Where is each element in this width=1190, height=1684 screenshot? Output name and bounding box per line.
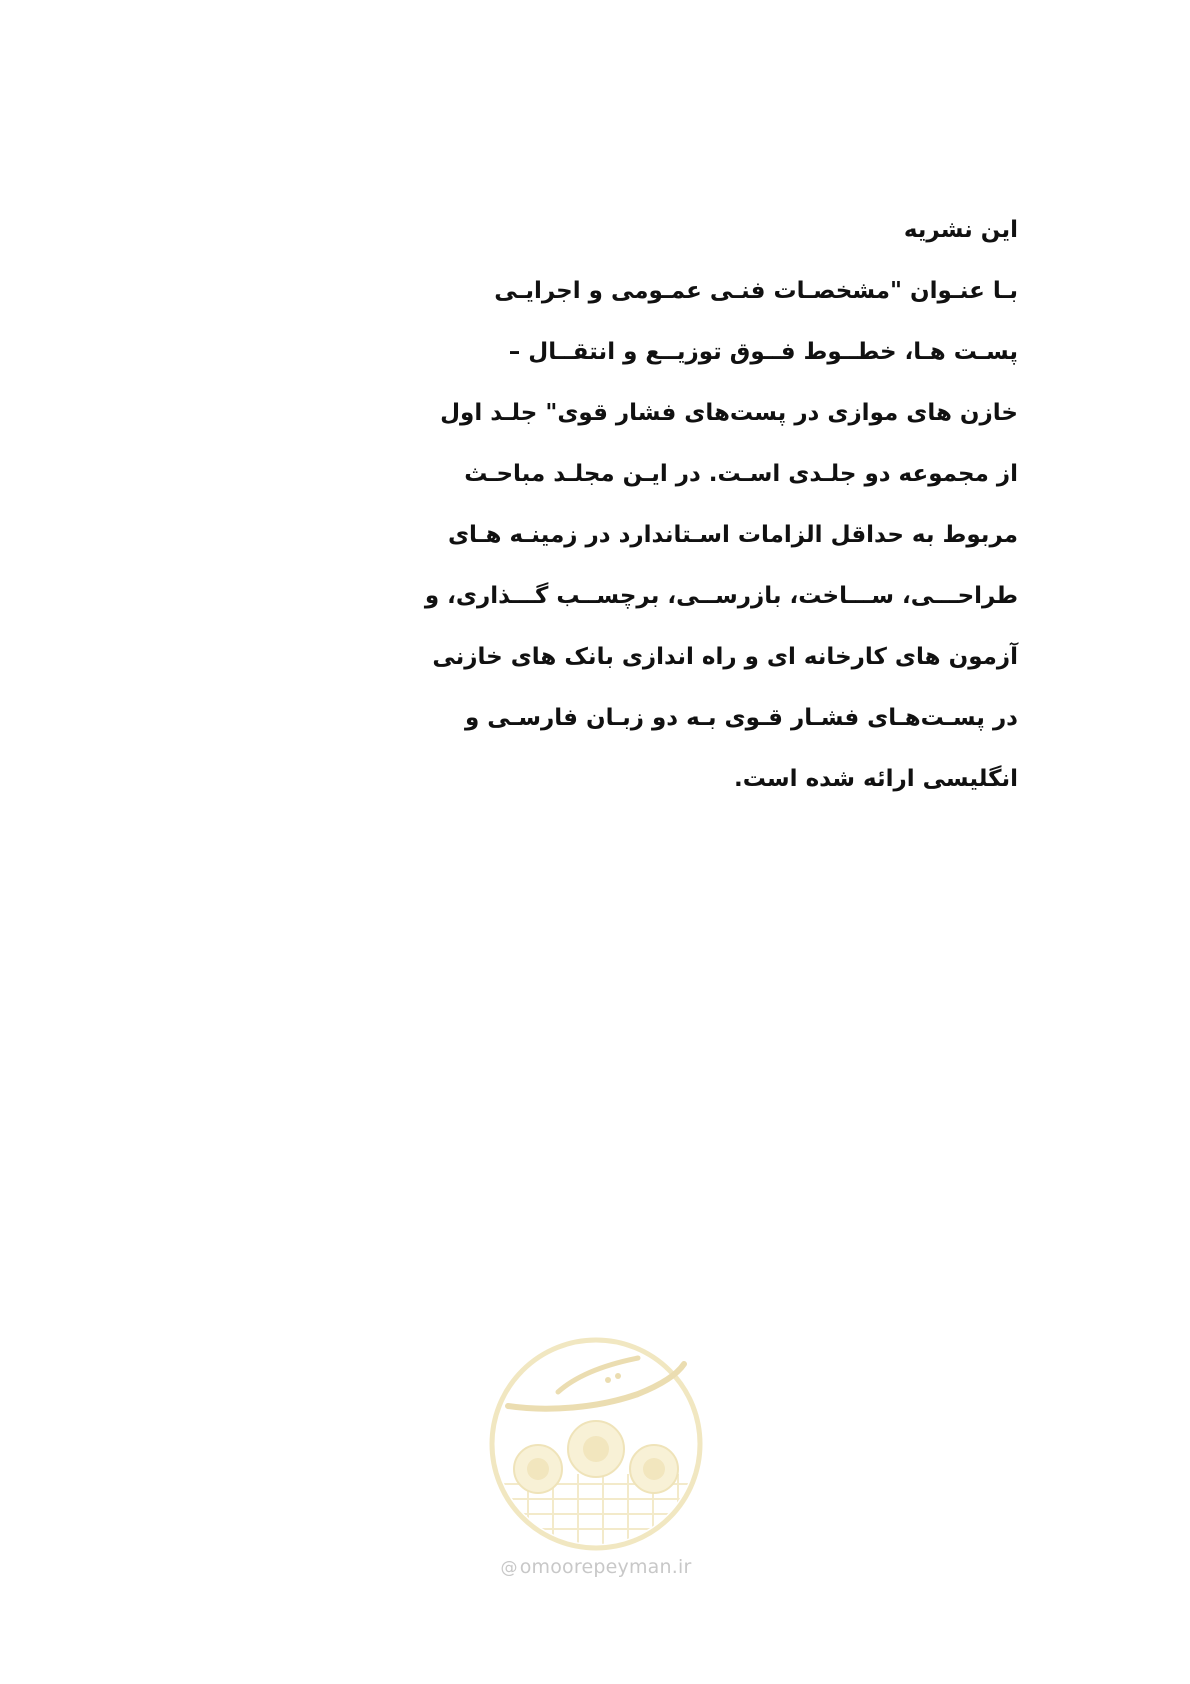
paragraph-line-8: آزمون های کارخانه ای و راه اندازی بانک های خازنی xyxy=(432,644,1018,670)
paragraph-line-4: خازن های موازی در پست‌های فشار قوی" جلـد اول xyxy=(440,400,1018,426)
paragraph-line-7: طراحـــی، ســـاخت، بازرســی، برچســب گـــذاری، و xyxy=(424,583,1018,609)
paragraph-line-9: در پسـت‌هـای فشـار قـوی بـه دو زبـان فارسـی و xyxy=(464,705,1018,731)
paragraph-line-3: پسـت هـا، خطــوط فــوق توزیــع و انتقــال – xyxy=(508,339,1018,365)
watermark-url-text: omoorepeyman.ir xyxy=(519,1556,692,1578)
at-sign-icon: @ xyxy=(500,1558,518,1578)
paragraph-line-10: انگلیسی ارائه شده است. xyxy=(733,766,1018,792)
paragraph-line-5: از مجموعه دو جلـدی اسـت. در ایـن مجلـد مباحـث xyxy=(464,461,1018,487)
paragraph-line-1: این نشریه xyxy=(903,217,1018,243)
paragraph-line-2: بـا عنـوان "مشخصـات فنـی عمـومی و اجرایـی xyxy=(494,278,1018,304)
paragraph-line-6: مربوط به حداقل الزامات اسـتاندارد در زمینـه هـای xyxy=(447,522,1018,548)
watermark-logo-icon xyxy=(488,1334,704,1554)
watermark-url xyxy=(488,1556,704,1578)
watermark xyxy=(488,1334,704,1584)
publication-description xyxy=(424,206,1018,816)
